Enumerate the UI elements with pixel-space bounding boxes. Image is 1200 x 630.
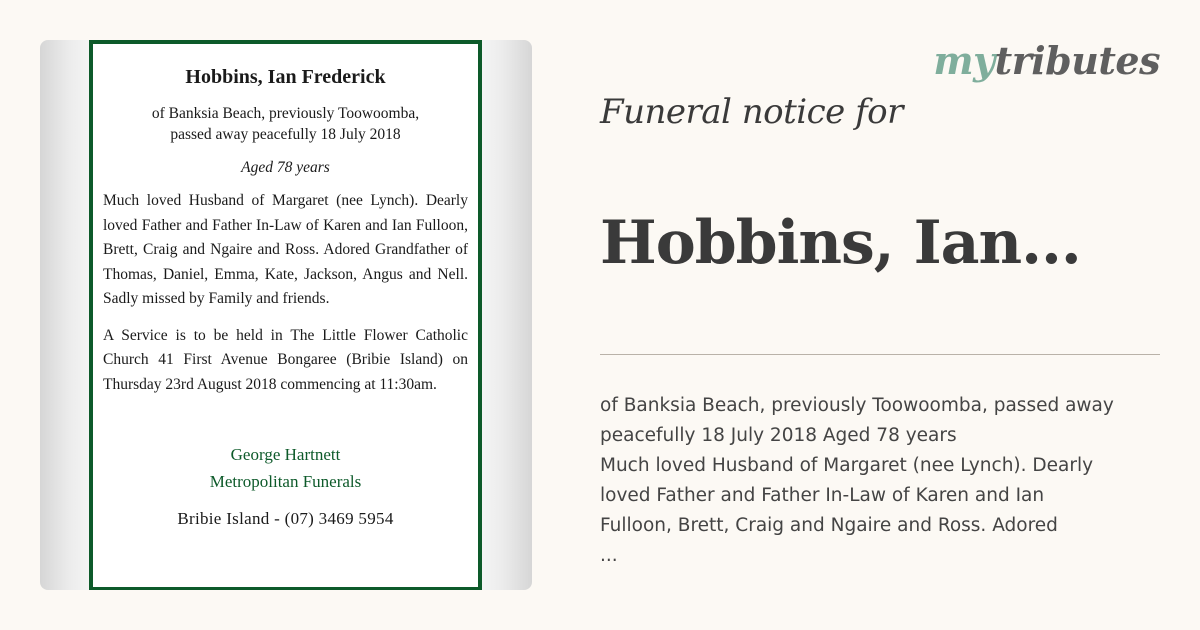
page-kicker: Funeral notice for (600, 92, 903, 132)
excerpt-line: Fulloon, Brett, Craig and Ngaire and Ross. Adored (600, 515, 1058, 536)
excerpt-ellipsis: ... (600, 545, 618, 566)
notice-age: Aged 78 years (241, 159, 330, 176)
excerpt-line: peacefully 18 July 2018 Aged 78 years (600, 425, 957, 446)
notice-residence-line: of Banksia Beach, previously Toowoomba, (151, 105, 420, 122)
excerpt-line: loved Father and Father In-Law of Karen and Ian (600, 485, 1045, 506)
notice-title: Hobbins, Ian Frederick (185, 66, 386, 88)
notice-residence (103, 103, 468, 145)
funeral-director (103, 441, 468, 495)
notice-residence-line: passed away peacefully 18 July 2018 (170, 126, 401, 143)
notice-family-paragraph: Much loved Husband of Margaret (nee Lynch). Dearly loved Father and Father In-Law of Karen and Ian Fulloon, Brett, Craig and Ngaire and Ross. Adored Grandfather of Thomas, Daniel, Emma, Kate, Jackson, Angus and Nell. Sadly missed by Family and friends. (103, 192, 468, 307)
excerpt-line: Much loved Husband of Margaret (nee Lynch). Dearly (600, 455, 1094, 476)
excerpt-line: of Banksia Beach, previously Toowoomba, passed away (600, 395, 1114, 416)
logo-my: my (933, 38, 995, 83)
deceased-name: Hobbins, Ian... (600, 208, 1081, 278)
funeral-director-phone: Bribie Island - (07) 3469 5954 (177, 509, 394, 528)
logo-tributes: tributes (994, 38, 1160, 83)
divider (600, 354, 1160, 355)
funeral-director-line: Metropolitan Funerals (209, 472, 362, 491)
notice-service-paragraph: A Service is to be held in The Little Flower Catholic Church 41 First Avenue Bongaree (Bribie Island) on Thursday 23rd August 2018 commencing at 11:30am. (103, 326, 468, 393)
notice-image (40, 40, 532, 590)
notice-excerpt (600, 391, 1165, 571)
funeral-director-line: George Hartnett (230, 445, 341, 464)
notice-card (89, 40, 482, 590)
mytributes-logo (933, 38, 1160, 83)
